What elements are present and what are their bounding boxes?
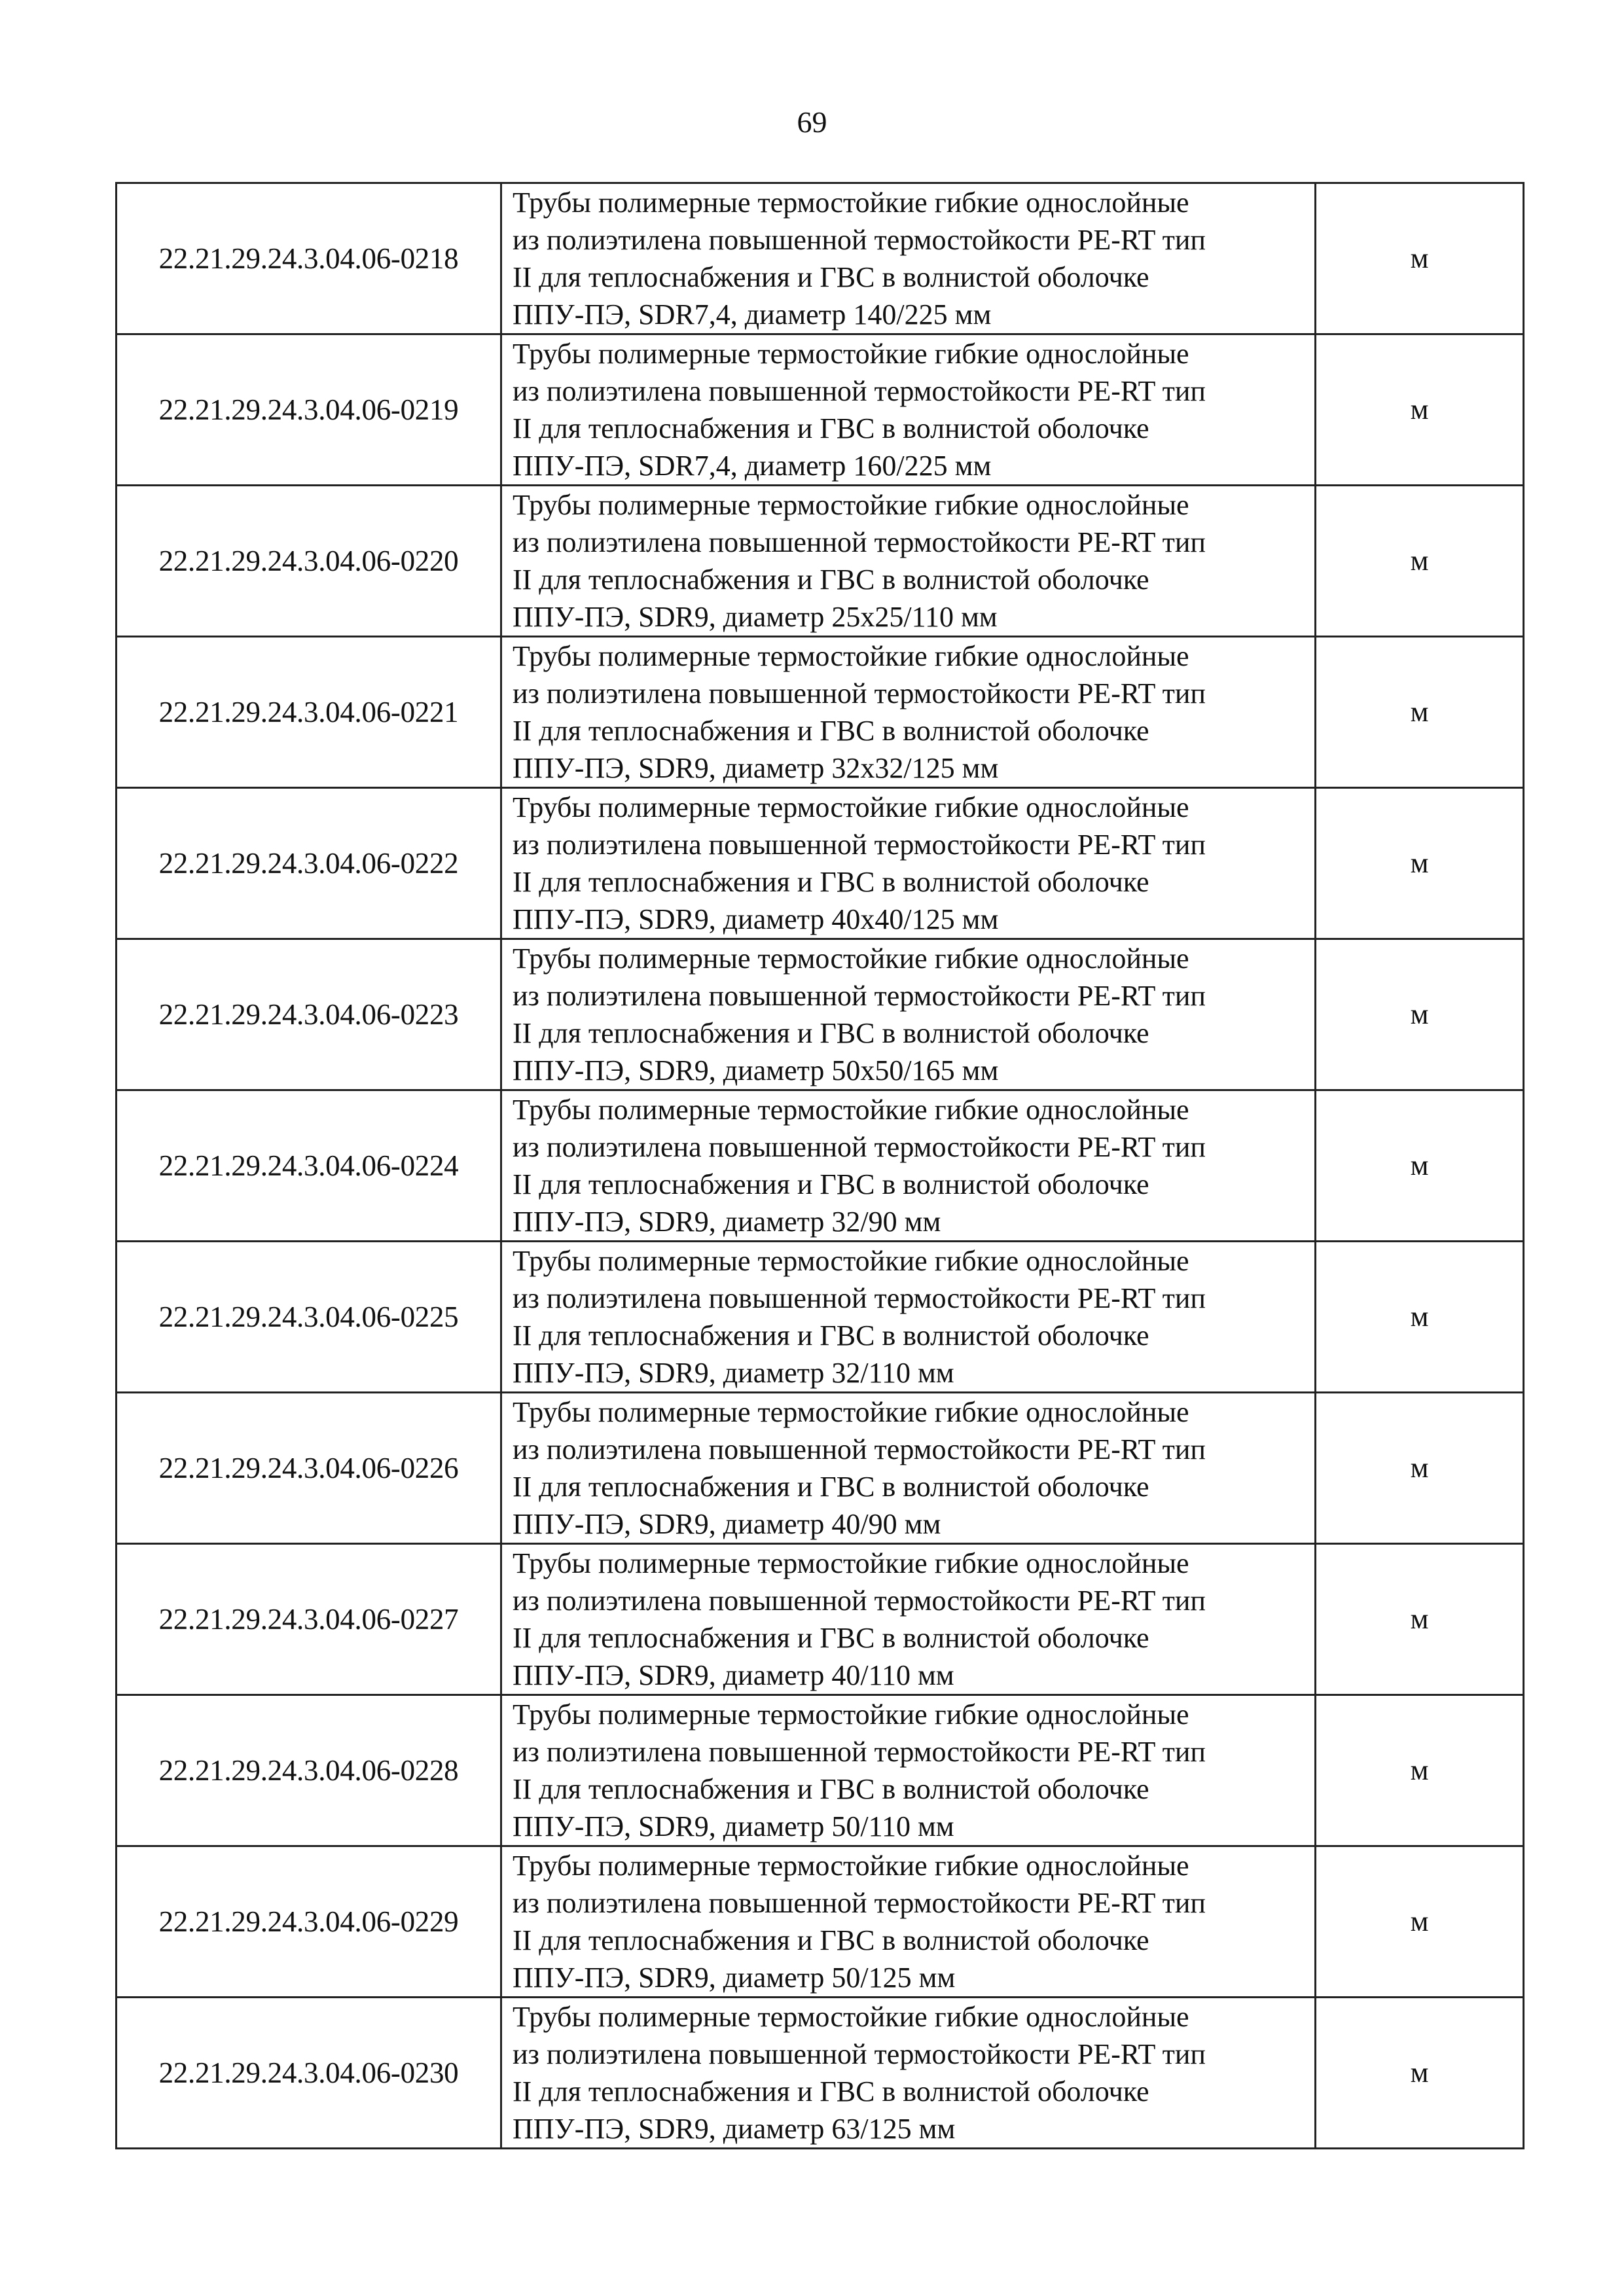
- description-line: ППУ-ПЭ, SDR9, диаметр 50/125 мм: [513, 1962, 956, 1994]
- resource-code: 22.21.29.24.3.04.06-0224: [117, 1090, 501, 1242]
- description-line: II для теплоснабжения и ГВС в волнистой оболочке: [513, 1773, 1149, 1805]
- resource-description: [501, 486, 1316, 637]
- unit-of-measure: м: [1316, 1242, 1524, 1393]
- table-row: [117, 334, 1524, 486]
- resource-code: 22.21.29.24.3.04.06-0227: [117, 1544, 501, 1695]
- description-line: из полиэтилена повышенной термостойкости PE-RT тип: [513, 526, 1206, 558]
- description-line: Трубы полимерные термостойкие гибкие однослойные: [513, 187, 1189, 219]
- description-line: ППУ-ПЭ, SDR9, диаметр 32/90 мм: [513, 1206, 941, 1238]
- unit-of-measure: м: [1316, 334, 1524, 486]
- resource-code: 22.21.29.24.3.04.06-0218: [117, 183, 501, 334]
- resource-code: 22.21.29.24.3.04.06-0222: [117, 788, 501, 939]
- description-line: ППУ-ПЭ, SDR9, диаметр 32/110 мм: [513, 1357, 954, 1389]
- description-line: Трубы полимерные термостойкие гибкие однослойные: [513, 1850, 1189, 1882]
- resource-code: 22.21.29.24.3.04.06-0223: [117, 939, 501, 1090]
- resource-code: 22.21.29.24.3.04.06-0219: [117, 334, 501, 486]
- description-line: ППУ-ПЭ, SDR7,4, диаметр 140/225 мм: [513, 298, 992, 331]
- description-line: II для теплоснабжения и ГВС в волнистой оболочке: [513, 1622, 1149, 1654]
- unit-of-measure: м: [1316, 1998, 1524, 2149]
- description-line: из полиэтилена повышенной термостойкости PE-RT тип: [513, 1433, 1206, 1465]
- description-line: II для теплоснабжения и ГВС в волнистой оболочке: [513, 564, 1149, 596]
- description-line: II для теплоснабжения и ГВС в волнистой оболочке: [513, 1924, 1149, 1956]
- resource-description: [501, 183, 1316, 334]
- description-line: II для теплоснабжения и ГВС в волнистой оболочке: [513, 1168, 1149, 1200]
- resource-description: [501, 1544, 1316, 1695]
- resource-description: [501, 334, 1316, 486]
- table-row: [117, 788, 1524, 939]
- resource-description: [501, 637, 1316, 788]
- description-line: ППУ-ПЭ, SDR9, диаметр 63/125 мм: [513, 2113, 956, 2145]
- description-line: II для теплоснабжения и ГВС в волнистой оболочке: [513, 866, 1149, 898]
- unit-of-measure: м: [1316, 183, 1524, 334]
- table-row: [117, 486, 1524, 637]
- resource-description: [501, 939, 1316, 1090]
- description-line: II для теплоснабжения и ГВС в волнистой оболочке: [513, 261, 1149, 293]
- description-line: из полиэтилена повышенной термостойкости PE-RT тип: [513, 980, 1206, 1012]
- description-line: из полиэтилена повышенной термостойкости PE-RT тип: [513, 224, 1206, 256]
- description-line: Трубы полимерные термостойкие гибкие однослойные: [513, 942, 1189, 975]
- resource-code: 22.21.29.24.3.04.06-0229: [117, 1846, 501, 1998]
- description-line: ППУ-ПЭ, SDR9, диаметр 40x40/125 мм: [513, 903, 999, 935]
- unit-of-measure: м: [1316, 1090, 1524, 1242]
- resource-description: [501, 1242, 1316, 1393]
- page-number: 69: [797, 105, 827, 139]
- description-line: Трубы полимерные термостойкие гибкие однослойные: [513, 338, 1189, 370]
- description-line: из полиэтилена повышенной термостойкости PE-RT тип: [513, 375, 1206, 407]
- resource-code: 22.21.29.24.3.04.06-0228: [117, 1695, 501, 1846]
- description-line: ППУ-ПЭ, SDR9, диаметр 25x25/110 мм: [513, 601, 998, 633]
- table-row: [117, 939, 1524, 1090]
- resource-description: [501, 1846, 1316, 1998]
- unit-of-measure: м: [1316, 1846, 1524, 1998]
- description-line: Трубы полимерные термостойкие гибкие однослойные: [513, 489, 1189, 521]
- resource-code: 22.21.29.24.3.04.06-0226: [117, 1393, 501, 1544]
- description-line: из полиэтилена повышенной термостойкости PE-RT тип: [513, 2038, 1206, 2070]
- description-line: Трубы полимерные термостойкие гибкие однослойные: [513, 791, 1189, 823]
- unit-of-measure: м: [1316, 1695, 1524, 1846]
- resource-code: 22.21.29.24.3.04.06-0220: [117, 486, 501, 637]
- description-line: II для теплоснабжения и ГВС в волнистой оболочке: [513, 412, 1149, 444]
- table-row: [117, 183, 1524, 334]
- resource-description: [501, 788, 1316, 939]
- description-line: II для теплоснабжения и ГВС в волнистой оболочке: [513, 2075, 1149, 2108]
- unit-of-measure: м: [1316, 637, 1524, 788]
- description-line: II для теплоснабжения и ГВС в волнистой оболочке: [513, 715, 1149, 747]
- description-line: ППУ-ПЭ, SDR7,4, диаметр 160/225 мм: [513, 450, 992, 482]
- description-line: ППУ-ПЭ, SDR9, диаметр 32x32/125 мм: [513, 752, 999, 784]
- description-line: ППУ-ПЭ, SDR9, диаметр 40/90 мм: [513, 1508, 941, 1540]
- table-row: [117, 1544, 1524, 1695]
- catalog-table-body: [117, 183, 1524, 2149]
- description-line: из полиэтилена повышенной термостойкости PE-RT тип: [513, 829, 1206, 861]
- description-line: Трубы полимерные термостойкие гибкие однослойные: [513, 2001, 1189, 2033]
- resource-code: 22.21.29.24.3.04.06-0225: [117, 1242, 501, 1393]
- description-line: II для теплоснабжения и ГВС в волнистой оболочке: [513, 1471, 1149, 1503]
- unit-of-measure: м: [1316, 939, 1524, 1090]
- catalog-table: [115, 182, 1525, 2149]
- description-line: Трубы полимерные термостойкие гибкие однослойные: [513, 1245, 1189, 1277]
- resource-code: 22.21.29.24.3.04.06-0221: [117, 637, 501, 788]
- description-line: II для теплоснабжения и ГВС в волнистой оболочке: [513, 1017, 1149, 1049]
- description-line: из полиэтилена повышенной термостойкости PE-RT тип: [513, 1282, 1206, 1314]
- description-line: Трубы полимерные термостойкие гибкие однослойные: [513, 640, 1189, 672]
- unit-of-measure: м: [1316, 486, 1524, 637]
- resource-description: [501, 1393, 1316, 1544]
- description-line: ППУ-ПЭ, SDR9, диаметр 50/110 мм: [513, 1810, 954, 1842]
- table-row: [117, 1242, 1524, 1393]
- description-line: ППУ-ПЭ, SDR9, диаметр 50x50/165 мм: [513, 1054, 999, 1086]
- resource-code: 22.21.29.24.3.04.06-0230: [117, 1998, 501, 2149]
- table-row: [117, 1393, 1524, 1544]
- description-line: Трубы полимерные термостойкие гибкие однослойные: [513, 1547, 1189, 1579]
- table-row: [117, 637, 1524, 788]
- description-line: из полиэтилена повышенной термостойкости PE-RT тип: [513, 1585, 1206, 1617]
- description-line: Трубы полимерные термостойкие гибкие однослойные: [513, 1698, 1189, 1731]
- table-row: [117, 1998, 1524, 2149]
- description-line: из полиэтилена повышенной термостойкости PE-RT тип: [513, 677, 1206, 709]
- unit-of-measure: м: [1316, 1544, 1524, 1695]
- resource-description: [501, 1695, 1316, 1846]
- description-line: Трубы полимерные термостойкие гибкие однослойные: [513, 1094, 1189, 1126]
- table-row: [117, 1090, 1524, 1242]
- unit-of-measure: м: [1316, 1393, 1524, 1544]
- description-line: из полиэтилена повышенной термостойкости PE-RT тип: [513, 1887, 1206, 1919]
- unit-of-measure: м: [1316, 788, 1524, 939]
- description-line: ППУ-ПЭ, SDR9, диаметр 40/110 мм: [513, 1659, 954, 1691]
- description-line: из полиэтилена повышенной термостойкости PE-RT тип: [513, 1736, 1206, 1768]
- table-row: [117, 1846, 1524, 1998]
- description-line: Трубы полимерные термостойкие гибкие однослойные: [513, 1396, 1189, 1428]
- table-row: [117, 1695, 1524, 1846]
- resource-description: [501, 1998, 1316, 2149]
- resource-description: [501, 1090, 1316, 1242]
- description-line: II для теплоснабжения и ГВС в волнистой оболочке: [513, 1319, 1149, 1352]
- description-line: из полиэтилена повышенной термостойкости PE-RT тип: [513, 1131, 1206, 1163]
